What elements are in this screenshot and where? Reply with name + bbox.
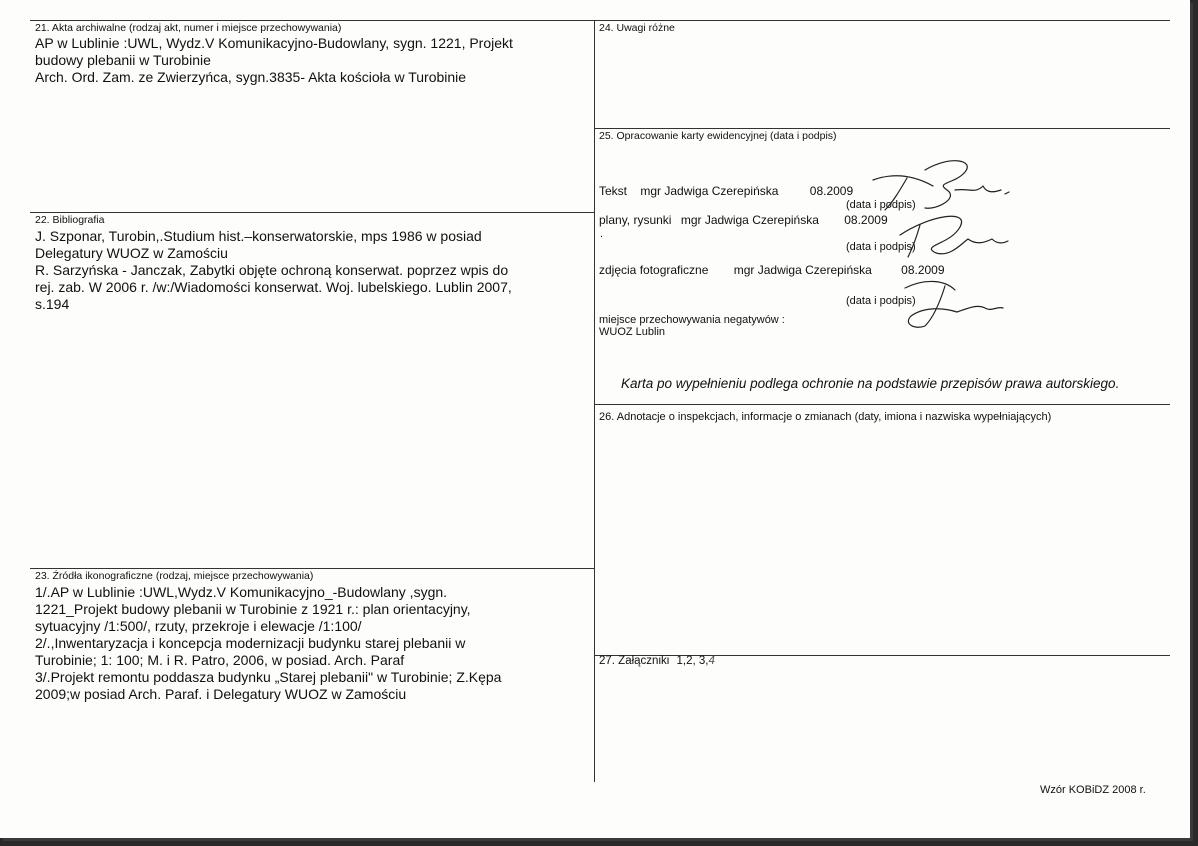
section-23-line: 1/.AP w Lublinie :UWL,Wydz.V Komunikacyjno_-Budowlany ,sygn. (35, 584, 448, 600)
section-22-line: rej. zab. W 2006 r. /w:/Wiadomości konserwat. Woj. lubelskiego. Lublin 2007, (35, 279, 512, 295)
photos-author: mgr Jadwiga Czerepińska (733, 263, 872, 277)
section-22-label: 22. Bibliografia (35, 214, 105, 226)
section-23-line: sytuacyjny /1:500/, rzuty, przekroje i elewacje /1:100/ (35, 618, 362, 634)
section-21-body (35, 35, 513, 86)
signature-photos (885, 268, 1015, 343)
section-27-label (599, 655, 715, 667)
text-author: mgr Jadwiga Czerepińska (640, 184, 779, 198)
section-21-line: budowy plebanii w Turobinie (35, 52, 211, 68)
negatives-label: miejsce przechowywania negatywów : (599, 314, 785, 326)
section-22-line: Delegatury WUOZ w Zamościu (35, 245, 228, 261)
negatives-value: WUOZ Lublin (599, 326, 666, 338)
section-23-body (35, 584, 501, 703)
section-23-line: Turobinie; 1: 100; M. i R. Patro, 2006, w posiad. Arch. Paraf (35, 652, 405, 668)
section-26-label: 26. Adnotacje o inspekcjach, informacje o zmianach (daty, imiona i nazwiska wypełniających) (599, 411, 1052, 423)
column-divider (594, 20, 595, 782)
top-rule (30, 20, 1170, 21)
divider-21-22 (30, 212, 594, 213)
section-25-label: 25. Opracowanie karty ewidencyjnej (data i podpis) (599, 130, 837, 142)
plans-sign-label: (data i podpis) (846, 241, 916, 253)
section-21-label: 21. Akta archiwalne (rodzaj akt, numer i miejsce przechowywania) (35, 22, 342, 34)
text-date: 08.2009 (809, 184, 854, 198)
divider-24-25 (594, 128, 1170, 129)
text-kind: Tekst (599, 184, 628, 198)
plans-author: mgr Jadwiga Czerepińska (680, 213, 819, 227)
photos-kind: zdjęcia fotograficzne (599, 263, 709, 277)
section-22-line: J. Szponar, Turobin,.Studium hist.–konserwatorskie, mps 1986 w posiad (35, 228, 482, 244)
plans-date: 08.2009 (844, 213, 888, 227)
section-23-line: 1221_Projekt budowy plebanii w Turobinie z 1921 r.: plan orientacyjny, (35, 601, 471, 617)
section-22-body (35, 228, 512, 313)
plans-author-row (599, 213, 888, 227)
section-24-label: 24. Uwagi różne (599, 22, 675, 34)
section-23-line: 3/.Projekt remontu poddasza budynku „Starej plebanii" w Turobinie; Z.Kępa (35, 669, 502, 685)
form-template-footer: Wzór KOBiDZ 2008 r. (1040, 784, 1146, 796)
section-23-line: 2009;w posiad Arch. Paraf. i Delegatury WUOZ w Zamościu (35, 686, 407, 702)
copyright-note: Karta po wypełnieniu podlega ochronie na podstawie przepisów prawa autorskiego. (621, 376, 1120, 391)
attachments-label: 27. Załączniki (599, 655, 670, 667)
photos-sign-label: (data i podpis) (846, 295, 916, 307)
section-22-line: R. Sarzyńska - Janczak, Zabytki objęte ochroną konserwat. poprzez wpis do (35, 262, 509, 278)
divider-22-23 (30, 568, 594, 569)
section-23-label: 23. Źródła ikonograficzne (rodzaj, miejsce przechowywania) (35, 570, 314, 582)
section-21-line: AP w Lublinie :UWL, Wydz.V Komunikacyjno-Budowlany, sygn. 1221, Projekt (35, 35, 513, 51)
attachments-value: 1,2, 3, (676, 655, 709, 667)
section-22-line: s.194 (35, 296, 70, 312)
attachments-handwritten: 4 (708, 655, 715, 667)
section-21-line: Arch. Ord. Zam. ze Zwierzyńca, sygn.3835- Akta kościoła w Turobinie (35, 69, 467, 85)
photos-date: 08.2009 (901, 263, 945, 277)
signature-plans (880, 205, 1020, 270)
plans-dot: . (600, 228, 604, 240)
divider-25-26 (594, 404, 1170, 405)
plans-kind: plany, rysunki (599, 213, 672, 227)
section-23-line: 2/.,Inwentaryzacja i koncepcja modernizacji budynku starej plebanii w (35, 635, 466, 651)
text-sign-label: (data i podpis) (846, 199, 916, 211)
text-author-row (599, 184, 853, 198)
